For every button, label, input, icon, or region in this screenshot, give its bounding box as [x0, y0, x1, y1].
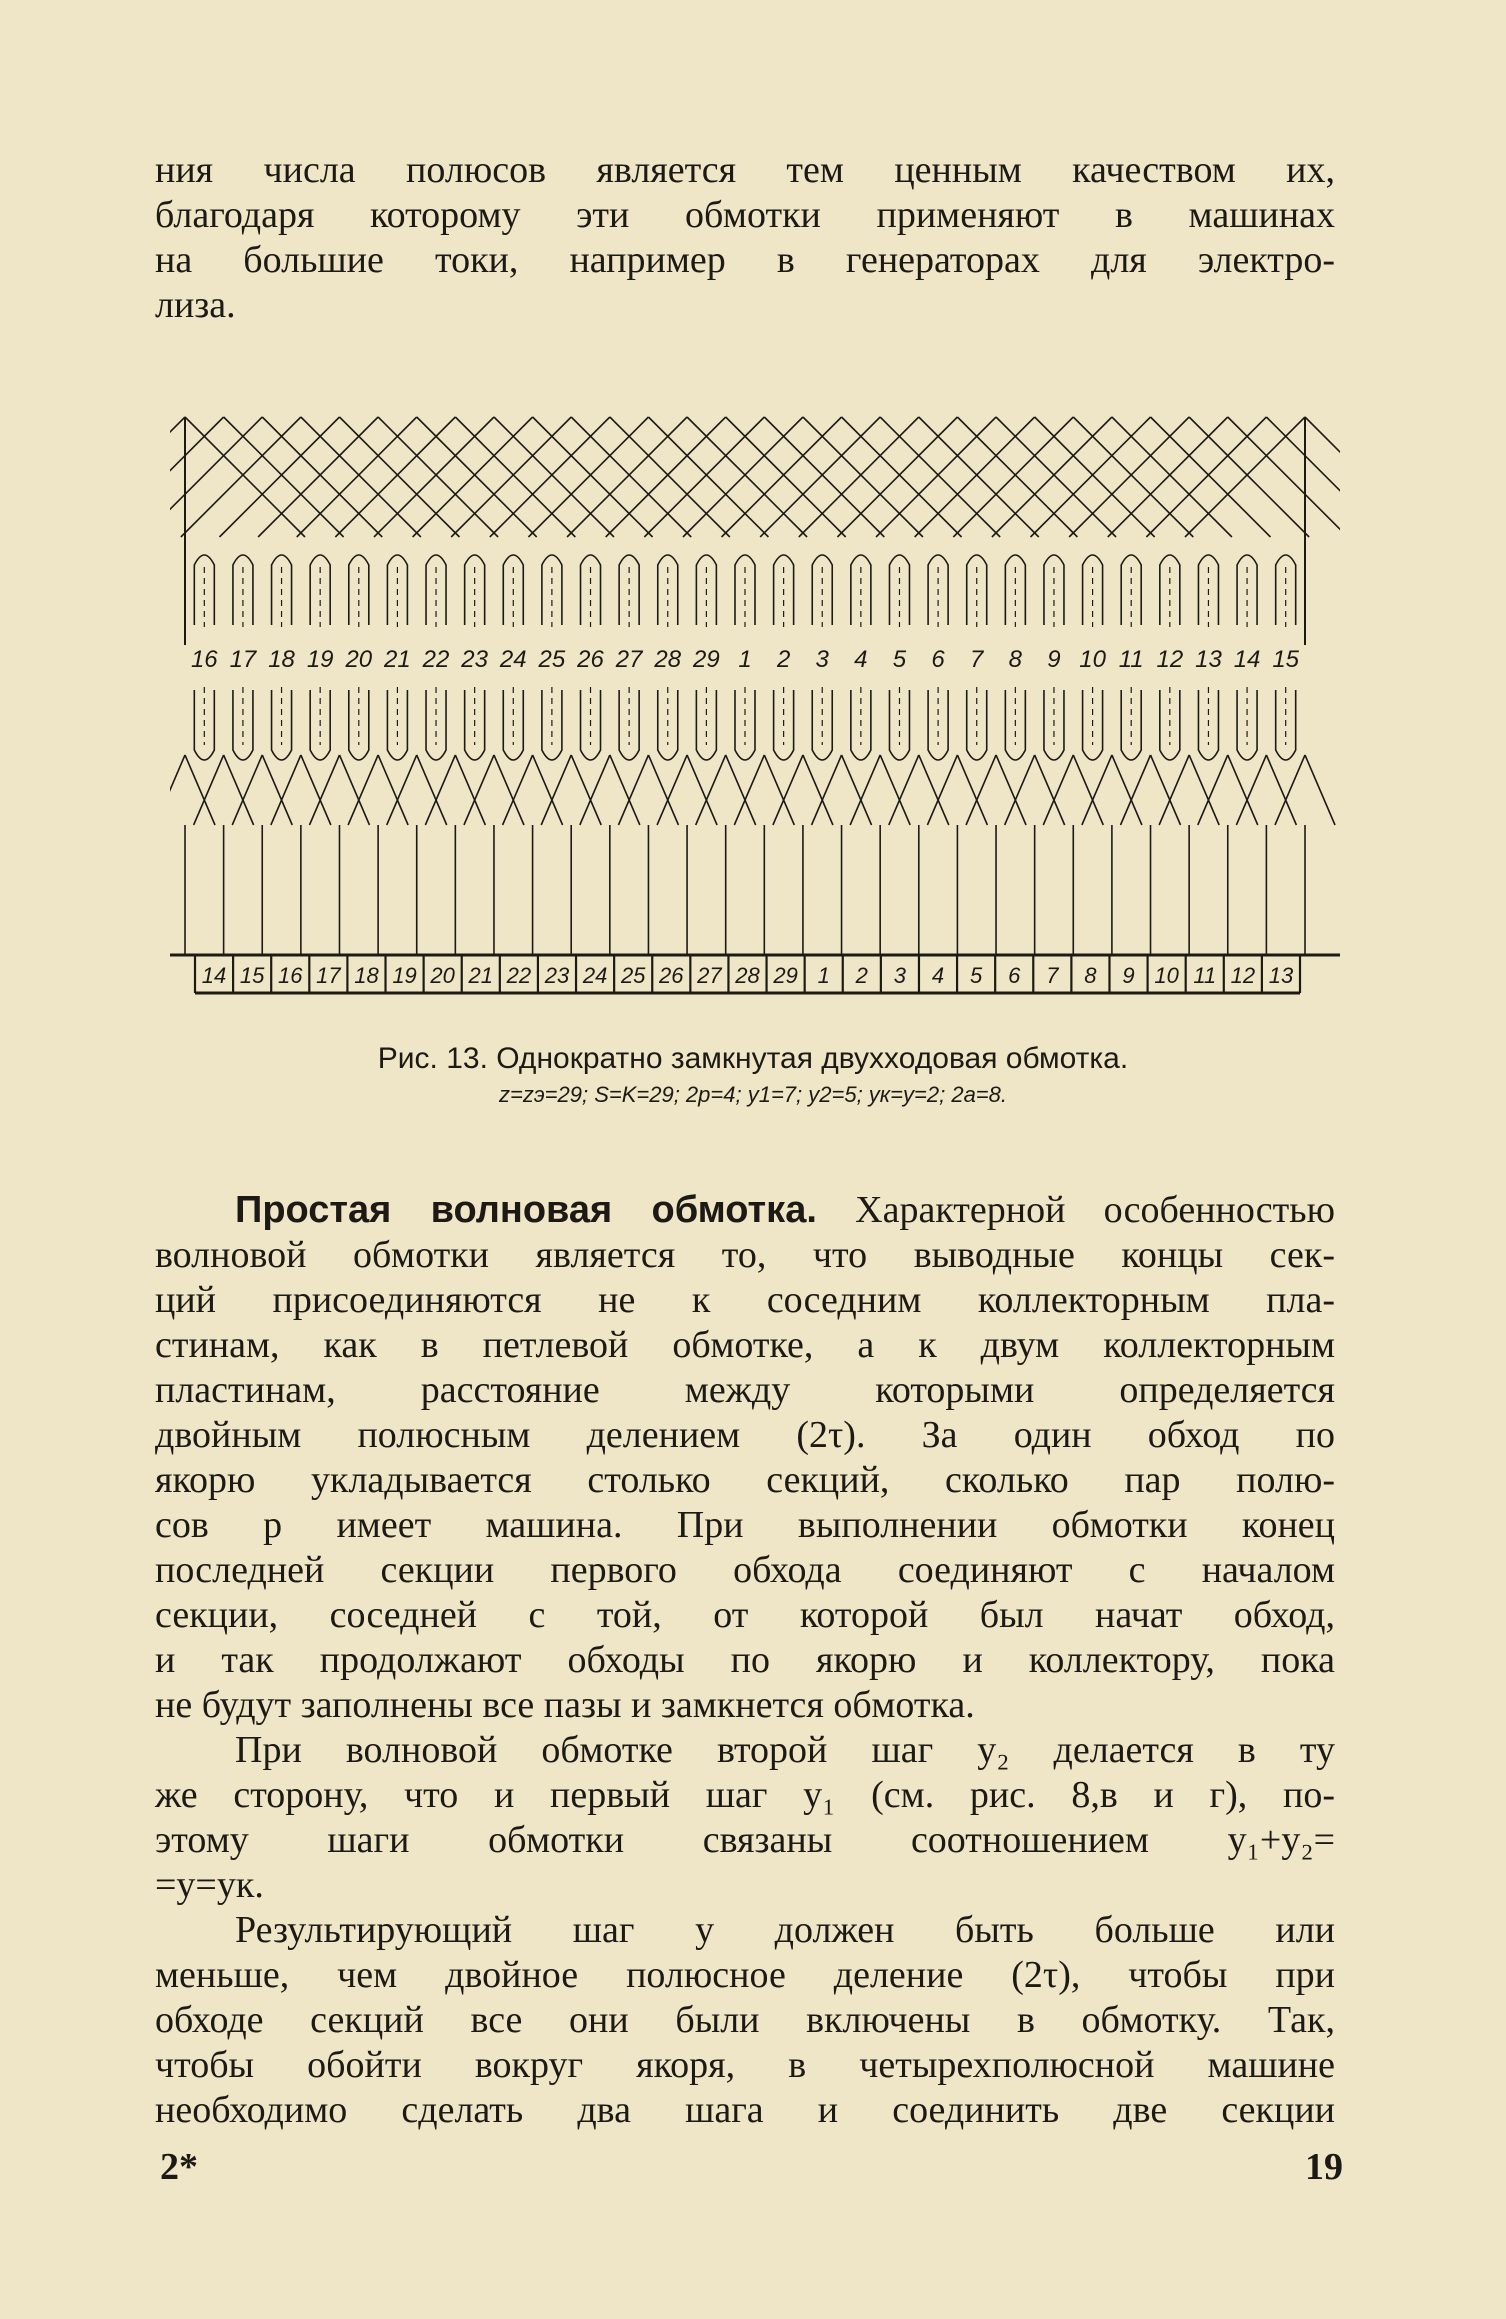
commutator-lead: [580, 755, 610, 825]
commutator-segment-label: 13: [1268, 963, 1294, 988]
commutator-segment-label: 10: [1154, 963, 1179, 988]
slot-number-label: 22: [422, 646, 450, 673]
winding-end-connection: [170, 417, 262, 537]
commutator-segment-label: 7: [1046, 963, 1059, 988]
commutator-segment-label: 12: [1230, 963, 1256, 988]
commutator-lead: [1189, 755, 1219, 825]
commutator-lead: [533, 755, 563, 825]
section-heading: Простая волновая обмотка.: [235, 1189, 817, 1231]
commutator-lead: [889, 755, 919, 825]
commutator-lead: [541, 755, 571, 825]
line-text: Характерной особенностью: [816, 1189, 1335, 1231]
slot-number-label: 12: [1156, 646, 1184, 673]
slot-number-label: 6: [931, 646, 945, 673]
commutator-segment-label: 27: [697, 963, 722, 988]
commutator-segment-label: 4: [931, 963, 945, 988]
slot-number-label: 21: [384, 646, 411, 673]
text-line: [155, 1998, 1335, 2043]
caption-title: Рис. 13. Однократно замкнутая двухходовая обмотка.: [377, 1042, 1129, 1075]
line-text: чтобы обойти вокруг якоря, в четырехполюсной машине: [155, 2044, 1335, 2086]
line-text: =y=yк.: [155, 1864, 264, 1906]
line-text: сов p имеет машина. При выполнении обмотки конец: [155, 1504, 1335, 1546]
line-text: пластинам, расстояние между которыми определяется: [155, 1369, 1335, 1411]
commutator-lead: [1112, 755, 1142, 825]
text-line: [155, 1458, 1335, 1503]
text-line: [155, 1908, 1335, 1953]
commutator-lead: [657, 755, 687, 825]
slot-number-label: 13: [1195, 646, 1222, 673]
commutator-lead: [996, 755, 1026, 825]
slot-number-label: 24: [499, 646, 527, 673]
commutator-lead: [1236, 755, 1266, 825]
commutator-lead: [494, 755, 524, 825]
commutator-lead: [262, 755, 292, 825]
slot-number-label: 17: [229, 646, 257, 673]
text-line: на большие токи, например в генераторах для электро-: [155, 239, 1335, 281]
commutator-lead: [1198, 755, 1228, 825]
line-text: этому шаги обмотки связаны соотношением y₁+y₂=: [155, 1819, 1335, 1861]
slot-number-label: 28: [654, 646, 682, 673]
commutator-lead: [1228, 755, 1258, 825]
commutator-lead: [880, 755, 910, 825]
body-paragraphs: [155, 1188, 1335, 2133]
commutator-lead: [1035, 755, 1065, 825]
commutator-lead: [224, 755, 254, 825]
commutator-segment-label: 28: [735, 963, 760, 988]
slot-number-label: 9: [1047, 646, 1061, 673]
commutator-lead: [1275, 755, 1305, 825]
commutator-lead: [378, 755, 408, 825]
slot-number-label: 23: [461, 646, 489, 673]
text-line: [155, 2088, 1335, 2133]
slot-number-label: 15: [1272, 646, 1300, 673]
text-line: [155, 1188, 1335, 1233]
commutator-lead: [618, 755, 648, 825]
text-line: лиза.: [155, 284, 236, 326]
commutator-lead: [850, 755, 880, 825]
line-text: необходимо сделать два шага и соединить две секции: [155, 2089, 1335, 2131]
commutator-segment-label: 16: [278, 963, 303, 988]
line-text: ций присоединяются не к соседним коллекторным пла-: [155, 1279, 1335, 1321]
commutator-segment-label: 5: [969, 963, 983, 988]
commutator-segment-label: 21: [468, 963, 494, 988]
commutator-segment-label: 19: [392, 963, 417, 988]
commutator-lead: [957, 755, 987, 825]
commutator-segment-label: 15: [239, 963, 265, 988]
text-line: [155, 1863, 1335, 1908]
commutator-lead: [927, 755, 957, 825]
text-line: [155, 1278, 1335, 1323]
slot-number-label: 14: [1233, 646, 1261, 673]
commutator-lead: [773, 755, 803, 825]
text-line: [155, 1683, 1335, 1728]
commutator-segment-label: 22: [506, 963, 532, 988]
text-line: [155, 1413, 1335, 1458]
slot-number-label: 10: [1079, 646, 1106, 673]
commutator-lead: [1121, 755, 1151, 825]
commutator-segment-label: 6: [1008, 963, 1021, 988]
commutator-segment-label: 25: [620, 963, 646, 988]
line-text: же сторону, что и первый шаг y₁ (см. рис. 8,в и г), по-: [155, 1774, 1335, 1816]
slot-number-label: 18: [268, 646, 295, 673]
commutator-segment-label: 2: [855, 963, 868, 988]
slot-number-label: 4: [854, 646, 868, 673]
intro-paragraph: [155, 148, 1335, 328]
text-line: [155, 1773, 1335, 1818]
slot-number-label: 7: [970, 646, 984, 673]
text-line: [155, 1818, 1335, 1863]
commutator-segment-label: 20: [430, 963, 455, 988]
line-text: меньше, чем двойное полюсное деление (2τ), чтобы при: [155, 1954, 1335, 1996]
line-text: стинам, как в петлевой обмотке, а к двум коллекторным: [155, 1324, 1335, 1366]
line-text: волновой обмотки является то, что выводные концы сек-: [155, 1234, 1335, 1276]
slot-number-label: 26: [577, 646, 604, 673]
commutator-lead: [194, 755, 224, 825]
commutator-lead: [610, 755, 640, 825]
text-line: [155, 1503, 1335, 1548]
figure-caption: [0, 1040, 1506, 1112]
commutator-lead: [1082, 755, 1112, 825]
line-text: обходе секций все они были включены в обмотку. Так,: [155, 1999, 1335, 2041]
commutator-lead: [309, 755, 339, 825]
slot-number-label: 27: [615, 646, 643, 673]
text-line: ния числа полюсов является тем ценным качеством их,: [155, 149, 1335, 191]
slot-number-label: 25: [538, 646, 566, 673]
winding-end-connection: [1305, 417, 1340, 537]
winding-diagram: [170, 395, 1340, 1015]
commutator-lead: [919, 755, 949, 825]
slot-number-label: 5: [892, 646, 907, 673]
commutator-lead: [1159, 755, 1189, 825]
commutator-lead: [185, 755, 215, 825]
slot-number-label: 2: [776, 646, 791, 673]
commutator-lead: [571, 755, 601, 825]
commutator-lead: [687, 755, 717, 825]
text-line: [155, 1638, 1335, 1683]
commutator-lead: [503, 755, 533, 825]
text-line: благодаря которому эти обмотки применяют в машинах: [155, 194, 1335, 236]
commutator-segment-label: 18: [354, 963, 379, 988]
line-text: не будут заполнены все пазы и замкнется обмотка.: [155, 1684, 975, 1726]
commutator-segment-label: 8: [1084, 963, 1097, 988]
slot-number-label: 3: [815, 646, 829, 673]
text-line: [155, 2043, 1335, 2088]
slot-number-label: 1: [738, 646, 752, 673]
text-line: [155, 1593, 1335, 1638]
winding-end-connection: [170, 417, 224, 537]
commutator-lead: [648, 755, 678, 825]
commutator-segment-label: 3: [893, 963, 907, 988]
winding-end-connection: [170, 417, 185, 537]
text-line: [155, 1233, 1335, 1278]
line-text: якорю укладывается столько секций, сколько пар полю-: [155, 1459, 1335, 1501]
line-text: и так продолжают обходы по якорю и коллектору, пока: [155, 1639, 1335, 1681]
line-text: Результирующий шаг y должен быть больше или: [235, 1909, 1335, 1951]
commutator-segment-label: 24: [582, 963, 608, 988]
caption-formula: z=zэ=29; S=K=29; 2p=4; y1=7; y2=5; yк=y=2; 2a=8.: [498, 1082, 1008, 1107]
commutator-lead: [455, 755, 485, 825]
text-line: [155, 1953, 1335, 1998]
commutator-lead: [232, 755, 262, 825]
slot-number-label: 19: [306, 646, 334, 673]
slot-number-label: 20: [345, 646, 373, 673]
commutator-lead: [1305, 755, 1335, 825]
commutator-lead: [1043, 755, 1073, 825]
commutator-lead: [348, 755, 378, 825]
commutator-lead: [726, 755, 756, 825]
text-line: [155, 1728, 1335, 1773]
commutator-lead: [764, 755, 794, 825]
commutator-lead: [301, 755, 331, 825]
commutator-lead: [966, 755, 996, 825]
commutator-lead: [842, 755, 872, 825]
commutator-lead: [387, 755, 417, 825]
commutator-segment-label: 29: [773, 963, 798, 988]
line-text: последней секции первого обхода соединяют с началом: [155, 1549, 1335, 1591]
commutator-segment-label: 11: [1193, 963, 1217, 988]
commutator-lead: [170, 755, 185, 825]
commutator-lead: [812, 755, 842, 825]
commutator-lead: [803, 755, 833, 825]
commutator-lead: [417, 755, 447, 825]
line-text: секции, соседней с той, от которой был начат обход,: [155, 1594, 1335, 1636]
slot-number-label: 16: [190, 646, 218, 673]
commutator-segment-label: 14: [201, 963, 227, 988]
page-number: 19: [1305, 2146, 1343, 2188]
slot-number-label: 11: [1118, 646, 1144, 673]
commutator-lead: [734, 755, 764, 825]
line-text: двойным полюсным делением (2τ). За один обход по: [155, 1414, 1335, 1456]
signature-mark: 2*: [160, 2146, 198, 2188]
commutator-segment-label: 9: [1122, 963, 1135, 988]
commutator-segment-label: 17: [316, 963, 341, 988]
commutator-lead: [339, 755, 369, 825]
commutator-lead: [1073, 755, 1103, 825]
commutator-lead: [271, 755, 301, 825]
commutator-lead: [464, 755, 494, 825]
commutator-lead: [425, 755, 455, 825]
line-text: При волновой обмотке второй шаг y₂ делается в ту: [235, 1729, 1335, 1771]
commutator-segment-label: 23: [544, 963, 570, 988]
commutator-lead: [1005, 755, 1035, 825]
commutator-lead: [1266, 755, 1296, 825]
slot-number-label: 8: [1008, 646, 1023, 673]
text-line: [155, 1368, 1335, 1413]
commutator-segment-label: 26: [659, 963, 684, 988]
text-line: [155, 1548, 1335, 1593]
commutator-segment-label: 1: [817, 963, 830, 988]
text-line: [155, 1323, 1335, 1368]
commutator-lead: [696, 755, 726, 825]
commutator-lead: [1151, 755, 1181, 825]
slot-number-label: 29: [693, 646, 720, 673]
